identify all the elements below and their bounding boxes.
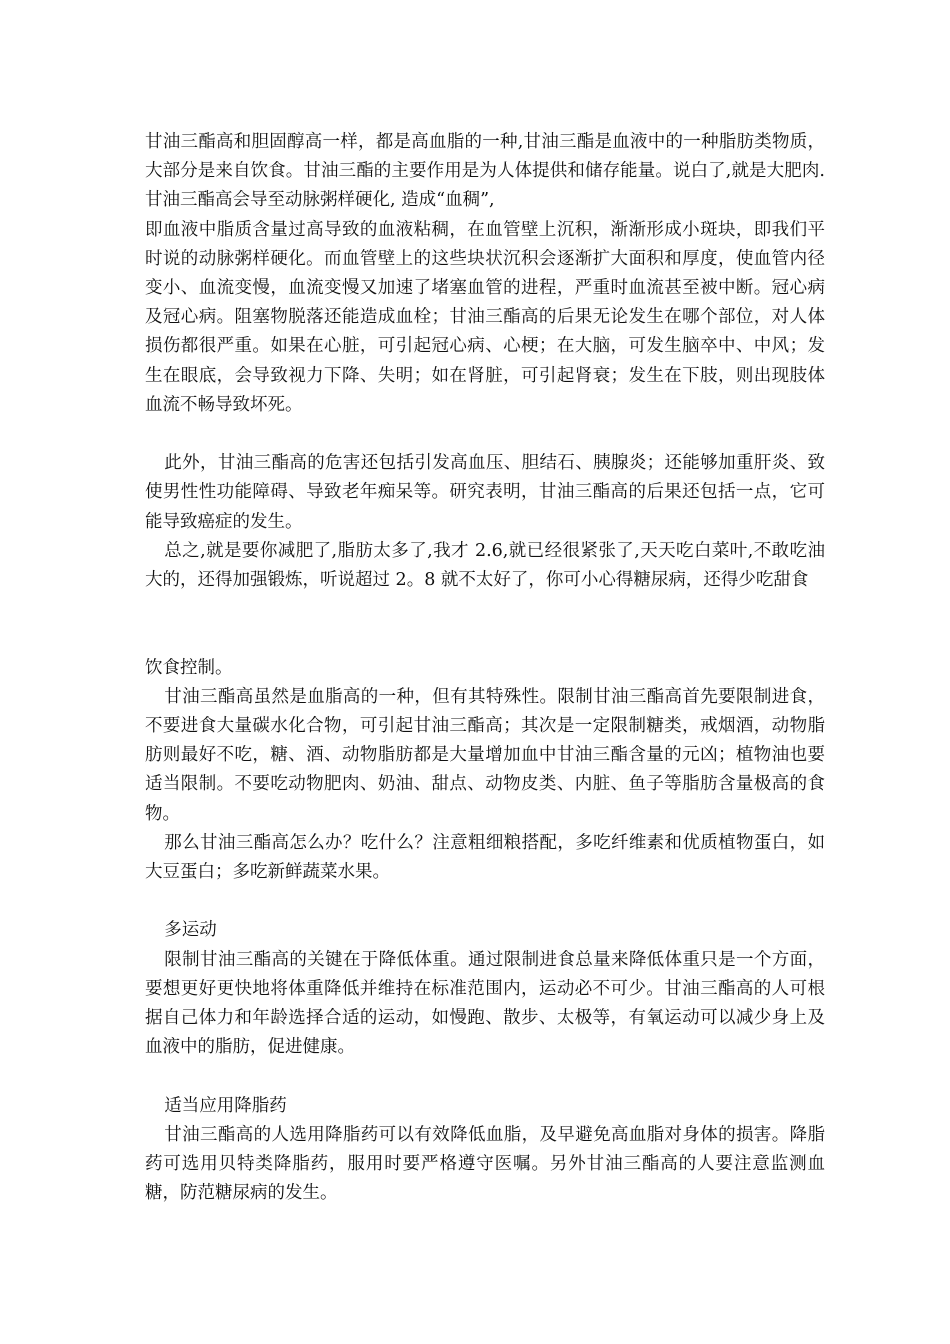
section-spacer [145,595,825,653]
paragraph-medication-details: 甘油三酯高的人选用降脂药可以有效降低血脂，及早避免高血脂对身体的损害。降脂药可选用贝特类降脂药，服用时要严格遵守医嘱。另外甘油三酯高的人要注意监测血糖，防范糖尿病的发生。 [145,1124,825,1204]
heading-diet-control: 饮食控制。 [145,657,233,678]
section-spacer [145,887,825,916]
heading-medication: 适当应用降脂药 [164,1095,287,1116]
document-body [145,128,825,1208]
paragraph-spacer [145,420,825,449]
paragraph-intro: 甘油三酯高和胆固醇高一样，都是高血脂的一种,甘油三酯是血液中的一种脂肪类物质，大部分是来自饮食。甘油三酯的主要作用是为人体提供和储存能量。说白了,就是大肥肉.甘油三酯高会导至动脉粥样硬化, 造成“血稠”, [145,132,825,211]
paragraph-diet-details: 甘油三酯高虽然是血脂高的一种，但有其特殊性。限制甘油三酯高首先要限制进食，不要进食大量碳水化合物，可引起甘油三酯高；其次是一定限制糖类，戒烟酒，动物脂肪则最好不吃，糖、酒、动物脂肪都是大量增加血中甘油三酯含量的元凶；植物油也要适当限制。不要吃动物肥肉、奶油、甜点、动物皮类、内脏、鱼子等脂肪含量极高的食物。 [145,686,825,824]
paragraph-atherosclerosis: 即血液中脂质含量过高导致的血液粘稠，在血管壁上沉积，渐渐形成小斑块，即我们平时说的动脉粥样硬化。而血管壁上的这些块状沉积会逐渐扩大面积和厚度，使血管内径变小、血流变慢，血流变慢又加速了堵塞血管的进程，严重时血流甚至被中断。冠心病及冠心病。阻塞物脱落还能造成血栓；甘油三酯高的后果无论发生在哪个部位，对人体损伤都很严重。如果在心脏，可引起冠心病、心梗；在大脑，可发生脑卒中、中风；发生在眼底，会导致视力下降、失明；如在肾脏，可引起肾衰；发生在下肢，则出现肢体血流不畅导致坏死。 [145,219,825,415]
paragraph-summary: 总之,就是要你减肥了,脂肪太多了,我才 2.6,就已经很紧张了,天天吃白菜叶,不敢吃油大的，还得加强锻炼，听说超过 2。8 就不太好了，你可小心得糖尿病，还得少吃甜食 [145,540,825,591]
paragraph-other-harms: 此外，甘油三酯高的危害还包括引发高血压、胆结石、胰腺炎；还能够加重肝炎、致使男性性功能障碍、导致老年痴呆等。研究表明，甘油三酯高的后果还包括一点，它可能导致癌症的发生。 [145,453,825,532]
heading-exercise: 多运动 [164,920,217,941]
paragraph-exercise-details: 限制甘油三酯高的关键在于降低体重。通过限制进食总量来降低体重只是一个方面，要想更好更快地将体重降低并维持在标准范围内，运动必不可少。甘油三酯高的人可根据自己体力和年龄选择合适的运动，如慢跑、散步、太极等，有氧运动可以减少身上及血液中的脂肪，促进健康。 [145,949,825,1058]
section-spacer [145,1062,825,1091]
paragraph-what-to-eat: 那么甘油三酯高怎么办？吃什么？注意粗细粮搭配，多吃纤维素和优质植物蛋白，如大豆蛋白；多吃新鲜蔬菜水果。 [145,832,825,883]
